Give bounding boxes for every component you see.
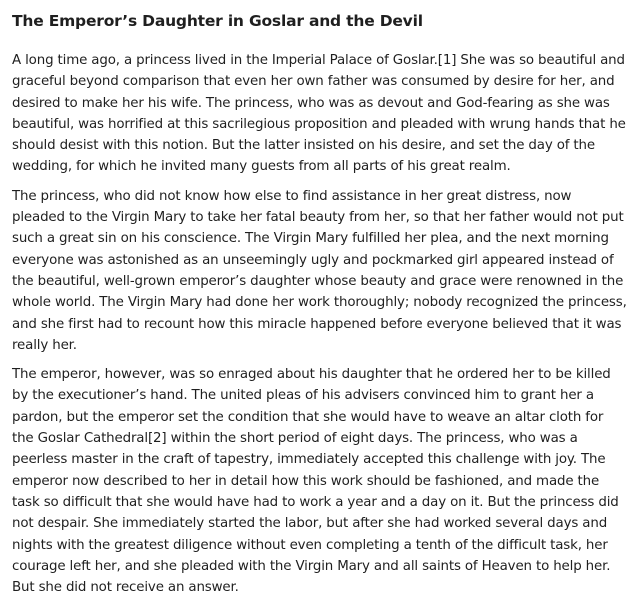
paragraph-1-text-b: She was so beautiful and graceful beyond comparison that even her own father was consumed by desire for her, and desired to make her his wife. The princess, who was as devout and God-fearing as she was beautiful, was horrified at this sacrilegious proposition and pleaded with wrung hands that he should desist with this notion. But the latter insisted on his desire, and set the day of the wedding, for which he invited many guests from all parts of his great realm. <box>12 53 626 175</box>
footnote-ref-1[interactable]: [1] <box>437 53 457 68</box>
paragraph-1-text-a: A long time ago, a princess lived in the Imperial Palace of Goslar. <box>12 53 438 68</box>
footnote-ref-2[interactable]: [2] <box>147 431 167 447</box>
paragraph-3 <box>12 364 627 598</box>
paragraph-3-text-a: The emperor, however, was so enraged about his daughter that he ordered her to be killed by the executioner’s hand. The united pleas of his advisers convinced him to grant her a pardon, but the emperor set the condition that she would have to weave an altar cloth for the Goslar Cathedral <box>12 367 611 447</box>
story-title: The Emperor’s Daughter in Goslar and the Devil <box>12 12 423 30</box>
paragraph-1 <box>12 50 627 178</box>
paragraph-3-text-b: within the short period of eight days. The princess, who was a peerless master in the craft of tapestry, immediately accepted this challenge with joy. The emperor now described to her in detail how this work should be fashioned, and made the task so difficult that she would have had to work a year and a day on it. But the princess did not despair. She immediately started the labor, but after she had worked several days and nights with the greatest diligence without even completing a tenth of the difficult task, her courage left her, and she pleaded with the Virgin Mary and all saints of Heaven to help her. But she did not receive an answer. <box>12 431 619 596</box>
paragraph-2: The princess, who did not know how else to find assistance in her great distress, now pleaded to the Virgin Mary to take her fatal beauty from her, so that her father would not put such a great sin on his conscience. The Virgin Mary fulfilled her plea, and the next morning everyone was astonished as an unseemingly ugly and pockmarked girl appeared instead of the beautiful, well-grown emperor’s daughter whose beauty and grace were renowned in the whole world. The Virgin Mary had done her work thoroughly; nobody recognized the princess, and she first had to recount how this miracle happened before everyone believed that it was really her. <box>12 188 627 353</box>
